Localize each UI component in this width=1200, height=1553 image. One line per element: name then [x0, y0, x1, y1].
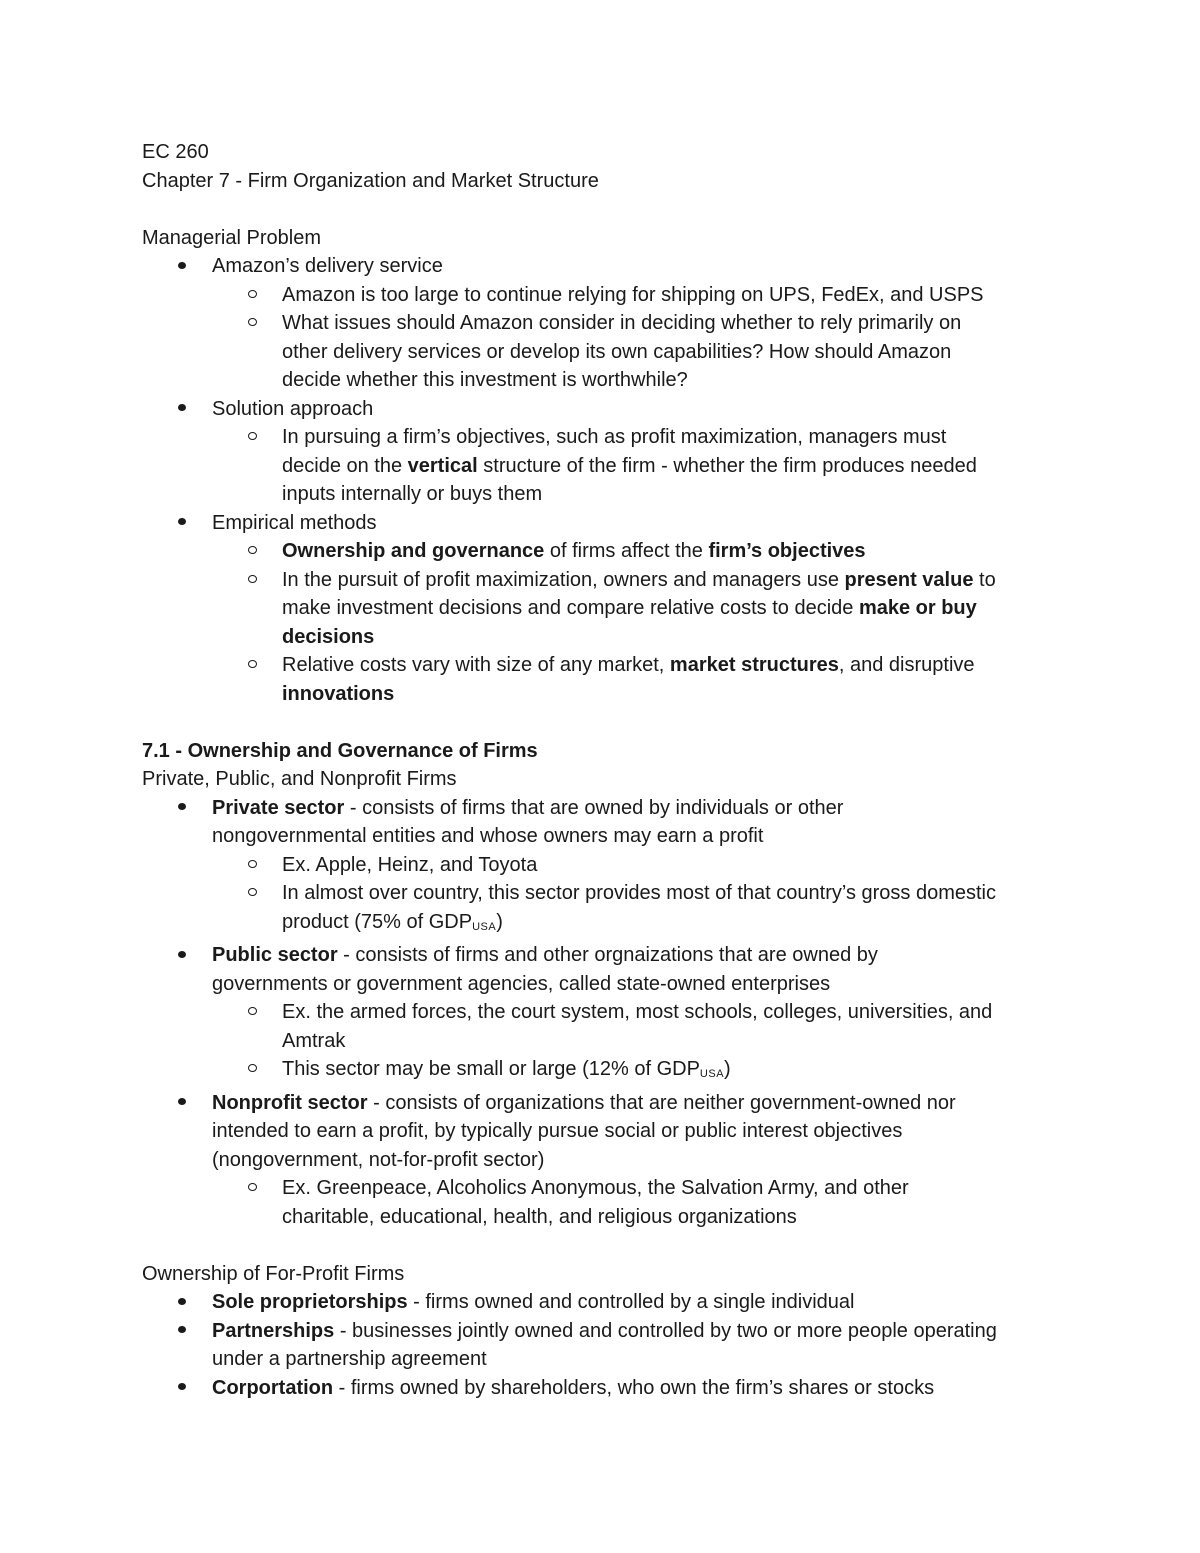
- bullet-icon: [178, 1288, 186, 1317]
- circle-bullet-icon: [248, 651, 257, 680]
- list-item: This sector may be small or large (12% of $GDP_{USA}$): [142, 1055, 1072, 1089]
- bold-term: innovations: [282, 682, 395, 705]
- list-item: Ex. Apple, Heinz, and Toyota: [142, 851, 1072, 880]
- bullet-icon: [178, 794, 186, 823]
- bold-term: Public sector: [212, 944, 338, 966]
- bold-term: Ownership and governance: [282, 540, 545, 562]
- forprofit-heading: Ownership of For-Profit Firms: [142, 1262, 405, 1285]
- circle-bullet-icon: [248, 1174, 257, 1203]
- forprofit-list: [142, 1288, 1072, 1402]
- subscript: USA: [699, 1068, 725, 1080]
- bullet-icon: [178, 395, 186, 424]
- managerial-problem-heading: Managerial Problem: [142, 226, 321, 249]
- bold-term: vertical: [407, 454, 478, 477]
- document-page: [142, 138, 1072, 1402]
- course-code: EC 260: [142, 141, 209, 163]
- bullet-icon: [178, 1317, 186, 1346]
- list-item: Empirical methods: [142, 509, 1072, 538]
- list-item: Ownership and governance of firms affect the firm’s objectives: [142, 537, 1072, 566]
- bold-term: Nonprofit sector: [212, 1091, 368, 1114]
- list-item: Relative costs vary with size of any market, market structures, and disruptive innovations: [142, 651, 1072, 708]
- circle-bullet-icon: [248, 566, 257, 595]
- circle-bullet-icon: [248, 879, 257, 908]
- list-item: Solution approach: [142, 395, 1072, 424]
- circle-bullet-icon: [248, 423, 257, 452]
- bullet-icon: [178, 509, 186, 538]
- subscript: USA: [472, 920, 497, 933]
- bullet-icon: [178, 941, 186, 970]
- bullet-icon: [178, 252, 186, 281]
- chapter-title: Chapter 7 - Firm Organization and Market Structure: [142, 169, 599, 192]
- managerial-list: [142, 252, 1072, 708]
- list-item: In almost over country, this sector provides most of that country’s gross domestic product (75% of $GDP_{USA}$): [142, 879, 1072, 941]
- section-heading: 7.1 - Ownership and Governance of Firms: [142, 739, 538, 762]
- list-item: Ex. Greenpeace, Alcoholics Anonymous, the Salvation Army, and other charitable, educational, health, and religious organizations: [142, 1174, 1072, 1231]
- circle-bullet-icon: [248, 537, 257, 566]
- list-item: Amazon is too large to continue relying for shipping on UPS, FedEx, and USPS: [142, 281, 1072, 310]
- list-item: What issues should Amazon consider in deciding whether to rely primarily on other delivery services or develop its own capabilities? How should Amazon decide whether this investment is worthwhile?: [142, 309, 1072, 395]
- bold-term: Private sector: [212, 796, 345, 819]
- circle-bullet-icon: [248, 998, 257, 1027]
- sector-list: [142, 794, 1072, 1232]
- bold-term: Sole proprietorships: [212, 1291, 408, 1313]
- bullet-icon: [178, 1374, 186, 1403]
- bold-term: present value: [844, 568, 974, 591]
- list-item: Partnerships - businesses jointly owned and controlled by two or more people operating under a partnership agreement: [142, 1317, 1072, 1374]
- list-item: Private sector - consists of firms that are owned by individuals or other nongovernmental entities and whose owners may earn a profit: [142, 794, 1072, 851]
- bold-term: make or buy: [858, 597, 977, 619]
- list-item: In the pursuit of profit maximization, owners and managers use present value to make investment decisions and compare relative costs to decide make or buy decisions: [142, 566, 1072, 652]
- bold-term: market structures: [669, 654, 839, 676]
- circle-bullet-icon: [248, 281, 257, 310]
- circle-bullet-icon: [248, 309, 257, 338]
- list-item: Amazon’s delivery service: [142, 252, 1072, 281]
- list-item: Nonprofit sector - consists of organizations that are neither government-owned nor intended to earn a profit, by typically pursue social or public interest objectives (nongovernment, not-for-profit sector): [142, 1089, 1072, 1175]
- list-item: Public sector - consists of firms and other orgnaizations that are owned by governments or government agencies, called state-owned enterprises: [142, 941, 1072, 998]
- bullet-icon: [178, 1089, 186, 1118]
- list-item: Ex. the armed forces, the court system, most schools, colleges, universities, and Amtrak: [142, 998, 1072, 1055]
- list-item: In pursuing a firm’s objectives, such as profit maximization, managers must decide on the vertical structure of the firm - whether the firm produces needed inputs internally or buys them: [142, 423, 1072, 509]
- list-item: Corportation - firms owned by shareholders, who own the firm’s shares or stocks: [142, 1374, 1072, 1403]
- circle-bullet-icon: [248, 1055, 257, 1084]
- bold-term: firm’s objectives: [708, 540, 866, 562]
- bold-term: Corportation: [212, 1376, 334, 1399]
- bold-term: Partnerships: [212, 1319, 335, 1342]
- circle-bullet-icon: [248, 851, 257, 880]
- bold-term: decisions: [282, 625, 375, 648]
- section-subheading: Private, Public, and Nonprofit Firms: [142, 768, 457, 790]
- list-item: Sole proprietorships - firms owned and controlled by a single individual: [142, 1288, 1072, 1317]
